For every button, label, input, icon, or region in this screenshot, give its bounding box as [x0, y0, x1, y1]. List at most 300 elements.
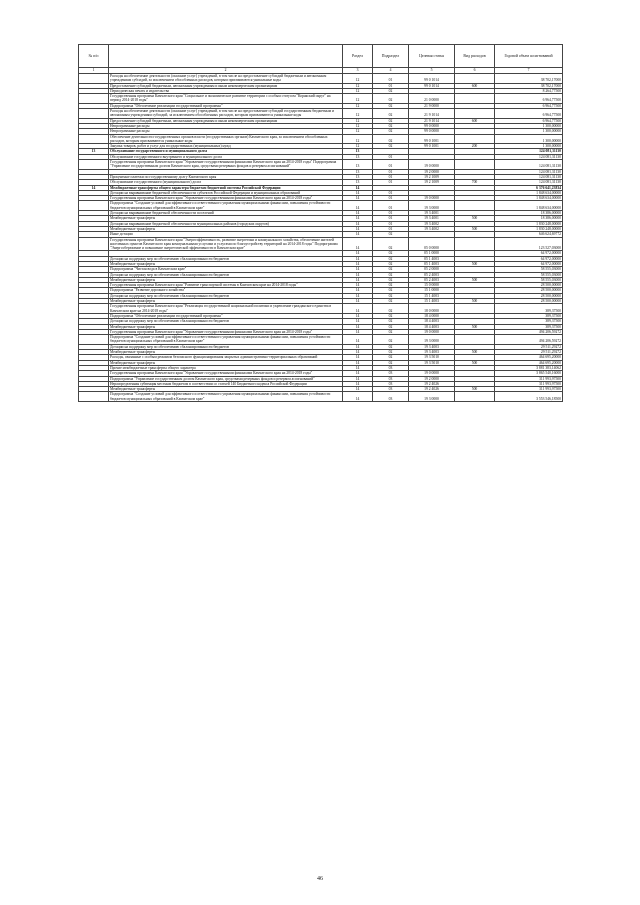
row-name: Межбюджетные трансферты — [109, 324, 343, 329]
row-subsection: 02 — [373, 329, 409, 334]
row-amount: 6 964,77500 — [495, 94, 563, 104]
row-target: 99 0 1014 — [409, 74, 455, 84]
row-amount: 124 081,31130 — [495, 160, 563, 170]
row-exptype: 500 — [455, 277, 495, 282]
row-subsection: 01 — [373, 174, 409, 179]
row-target: 15 0 0000 — [409, 283, 455, 288]
row-name: Дотации на поддержку мер по обеспечению сбалансированности бюджетов — [109, 293, 343, 298]
row-name: Межбюджетные трансферты — [109, 261, 343, 266]
row-amount: 6 376 641,23834 — [495, 185, 563, 190]
row-section: 13 — [343, 169, 373, 174]
row-amount: 3 881 383,14062 — [495, 365, 563, 370]
row-target: 19 0 0000 — [409, 371, 455, 376]
row-name: Непрограммные расходы — [109, 123, 343, 128]
column-number: 1 — [79, 68, 109, 74]
row-subsection: 01 — [373, 154, 409, 159]
row-name: Нераспределенная субвенция местным бюджетам в соответствии со статьей 140 Бюджетного кодекса Российской Федерации — [109, 381, 343, 386]
row-amount: 494 206,59272 — [495, 335, 563, 345]
row-section: 12 — [343, 103, 373, 108]
row-name: Непрограммные расходы — [109, 129, 343, 134]
row-section: 14 — [343, 221, 373, 226]
row-name: Дотации на поддержку мер по обеспечению сбалансированности бюджетов — [109, 319, 343, 324]
column-number: 7 — [495, 68, 563, 74]
row-name: Межбюджетные трансферты — [109, 277, 343, 282]
row-target: 05 2 4003 — [409, 277, 455, 282]
row-amount: 124 081,31130 — [495, 180, 563, 185]
row-subsection: 02 — [373, 355, 409, 360]
row-section: 12 — [343, 94, 373, 104]
table-row — [79, 74, 563, 84]
column-number: 3 — [343, 68, 373, 74]
row-exptype: 600 — [455, 118, 495, 123]
row-exptype: 500 — [455, 360, 495, 365]
row-subsection: 02 — [373, 313, 409, 318]
row-name: Расходы на обеспечение деятельности (оказание услуг) учреждений, в том числе на предоставление субсидий государственным бюджетным и автономным учреждениям субсидий, за исключением обособленных расходов, которым присваиваются уникальные коды — [109, 109, 343, 119]
row-amount: 1 300,00000 — [495, 144, 563, 149]
row-subsection: 03 — [373, 365, 409, 370]
row-number — [79, 94, 109, 104]
column-number: 4 — [373, 68, 409, 74]
row-number — [79, 74, 109, 84]
row-section: 13 — [343, 154, 373, 159]
row-name: Подпрограмма "Управление государственным долгом Камчатского края, средствами резервных фондов и резервом ассигнований" — [109, 376, 343, 381]
row-name: Межбюджетные трансферты — [109, 299, 343, 304]
row-exptype — [455, 237, 495, 251]
row-target: 19 0 0000 — [409, 329, 455, 334]
row-section: 12 — [343, 74, 373, 84]
column-number: 6 — [455, 68, 495, 74]
row-amount: 38 702,17000 — [495, 83, 563, 88]
table-row — [79, 109, 563, 119]
row-section: 14 — [343, 283, 373, 288]
row-amount: 1 300,00000 — [495, 123, 563, 128]
row-name: Закупка товаров, работ и услуг для государственных (муниципальных) нужд — [109, 144, 343, 149]
row-subsection: 02 — [373, 267, 409, 272]
row-name: Обслуживание государственного и муниципального долга — [109, 149, 343, 154]
row-target: 21 9 0000 — [409, 103, 455, 108]
row-subsection: 02 — [373, 299, 409, 304]
row-section: 14 — [343, 226, 373, 231]
row-amount: 1 848 634,00000 — [495, 196, 563, 201]
row-subsection: 01 — [373, 201, 409, 211]
row-number: 13 — [79, 149, 109, 154]
row-exptype — [455, 392, 495, 402]
row-number — [79, 109, 109, 119]
table-row — [79, 237, 563, 251]
row-section: 14 — [343, 355, 373, 360]
row-section: 14 — [343, 190, 373, 195]
table-row — [79, 392, 563, 402]
row-target: 19 0 0000 — [409, 196, 455, 201]
row-section: 14 — [343, 324, 373, 329]
row-subsection: 01 — [373, 196, 409, 201]
row-target: 21 0 0000 — [409, 94, 455, 104]
row-target: 19 3 5010 — [409, 360, 455, 365]
row-section: 14 — [343, 288, 373, 293]
row-target: 99 0 0000 — [409, 123, 455, 128]
row-exptype: 700 — [455, 180, 495, 185]
row-subsection: 02 — [373, 335, 409, 345]
row-name: Подпрограмма "Создание условий для эффективного и ответственного управления муниципальными финансами, повышения устойчивости бюджетов муниципальных образований в Камчатском крае" — [109, 392, 343, 402]
row-section: 14 — [343, 376, 373, 381]
row-name: Государственная программа Камчатского края "Реализация государственной национальной политики и укрепление гражданского единства в Камчатском крае на 2014-2018 годы" — [109, 304, 343, 314]
row-subsection: 01 — [373, 190, 409, 195]
row-amount: 464 695,20000 — [495, 355, 563, 360]
row-target: 19 3 4002 — [409, 221, 455, 226]
row-target: 19 3 4002 — [409, 226, 455, 231]
row-subsection: 01 — [373, 211, 409, 216]
row-subsection: 02 — [373, 109, 409, 119]
row-name: Подпрограмма "Создание условий для эффективного и ответственного управления муниципальными финансами, повышения устойчивости бюджетов муниципальных образований в Камчатском крае" — [109, 335, 343, 345]
row-amount: 18 386,00000 — [495, 211, 563, 216]
row-section: 14 — [343, 232, 373, 237]
row-section: 14 — [343, 392, 373, 402]
row-subsection: 01 — [373, 83, 409, 88]
row-name: Подпрограмма "Создание условий для эффективного и ответственного управления муниципальными финансами, повышения устойчивости бюджетов муниципальных образований в Камчатском крае" — [109, 201, 343, 211]
row-name: Расходы на обеспечение деятельности (оказание услуг) учреждений, в том числе на предоставление субсидий бюджетным и автономным учреждениям субсидий, за исключением обособленных расходов, которым присваиваются уникальные коды — [109, 74, 343, 84]
row-subsection: 02 — [373, 324, 409, 329]
row-subsection: 03 — [373, 376, 409, 381]
row-name: Предоставление субсидий бюджетным, автономным учреждениям и иным некоммерческим организациям — [109, 118, 343, 123]
row-amount: 389,37500 — [495, 313, 563, 318]
row-section: 14 — [343, 261, 373, 266]
row-target: 05 1 0000 — [409, 251, 455, 256]
row-section: 12 — [343, 134, 373, 144]
row-section: 12 — [343, 118, 373, 123]
row-amount: 64 972,00000 — [495, 256, 563, 261]
row-number — [79, 160, 109, 170]
header-subsection: Подраздел — [373, 45, 409, 68]
row-name: Периодическая печать и издательства — [109, 88, 343, 93]
row-target: 19 3 4001 — [409, 211, 455, 216]
row-amount: 8 264,77500 — [495, 88, 563, 93]
row-name: Межбюджетные трансферты — [109, 387, 343, 392]
row-amount: 1 300,00000 — [495, 129, 563, 134]
row-amount: 646 624,69772 — [495, 232, 563, 237]
row-target: 19 3 0000 — [409, 201, 455, 211]
row-subsection: 02 — [373, 283, 409, 288]
row-name: Обслуживание государственного внутреннего и муниципального долга — [109, 154, 343, 159]
row-target: 19 2 4026 — [409, 387, 455, 392]
row-section: 14 — [343, 196, 373, 201]
row-target: 99 0 0000 — [409, 129, 455, 134]
table-row — [79, 335, 563, 345]
row-name: Дотации на поддержку мер по обеспечению сбалансированности бюджетов — [109, 272, 343, 277]
row-name: Дотации на выравнивание бюджетной обеспеченности поселений — [109, 211, 343, 216]
row-amount: 1 848 634,00000 — [495, 190, 563, 195]
row-exptype — [455, 74, 495, 84]
row-target: 21 9 1014 — [409, 109, 455, 119]
row-name: Межбюджетные трансферты — [109, 360, 343, 365]
row-section: 14 — [343, 371, 373, 376]
row-subsection: 03 — [373, 387, 409, 392]
row-number — [79, 201, 109, 211]
row-target: 18 4 4003 — [409, 324, 455, 329]
row-exptype — [455, 201, 495, 211]
row-amount: 6 964,77500 — [495, 103, 563, 108]
row-target: 19 2 0000 — [409, 169, 455, 174]
row-name: Межбюджетные трансферты — [109, 216, 343, 221]
row-amount: 58 555,03000 — [495, 277, 563, 282]
row-section: 14 — [343, 272, 373, 277]
row-exptype — [455, 109, 495, 119]
row-section: 14 — [343, 335, 373, 345]
row-target: 19 3 5010 — [409, 355, 455, 360]
row-section: 14 — [343, 293, 373, 298]
row-exptype — [455, 335, 495, 345]
page-number: 46 — [317, 876, 323, 882]
row-amount: 311 993,97500 — [495, 381, 563, 386]
row-name: Государственная программа Камчатского края "Управление государственными финансами Камчатского края на 2014-2018 годы" — [109, 329, 343, 334]
row-amount: 3 865 540,16000 — [495, 371, 563, 376]
row-target: 18 4 0000 — [409, 313, 455, 318]
row-section: 14 — [343, 277, 373, 282]
header-target: Целевая статья — [409, 45, 455, 68]
table-body — [79, 74, 563, 402]
row-subsection: 01 — [373, 221, 409, 226]
row-subsection: 01 — [373, 216, 409, 221]
row-amount: 1 848 634,00000 — [495, 201, 563, 211]
row-target: 19 3 4003 — [409, 344, 455, 349]
row-subsection: 03 — [373, 381, 409, 386]
table-header — [79, 45, 563, 74]
row-section: 14 — [343, 365, 373, 370]
header-num: № п/п — [79, 45, 109, 68]
row-name: Иные дотации — [109, 232, 343, 237]
budget-document — [78, 44, 562, 402]
header-section: Раздел — [343, 45, 373, 68]
row-subsection: 02 — [373, 88, 409, 93]
row-name: Процентные платежи по государственному долгу Камчатского края — [109, 174, 343, 179]
row-section: 13 — [343, 174, 373, 179]
row-subsection: 01 — [373, 180, 409, 185]
row-subsection: 01 — [373, 160, 409, 170]
row-subsection: 02 — [373, 360, 409, 365]
row-target: 21 9 1014 — [409, 118, 455, 123]
row-name: Государственная программа Камчатского края "Управление государственными финансами Камчатского края на 2014-2018 годы" — [109, 196, 343, 201]
row-amount: 28 500,00000 — [495, 299, 563, 304]
row-target: 05 0 0000 — [409, 237, 455, 251]
row-section: 14 — [343, 251, 373, 256]
row-name: Подпрограмма "Развитие дорожного хозяйства" — [109, 288, 343, 293]
row-section: 12 — [343, 123, 373, 128]
row-amount: 18 386,00000 — [495, 216, 563, 221]
row-target: 15 1 4003 — [409, 299, 455, 304]
row-subsection: 02 — [373, 129, 409, 134]
row-amount: 1 300,00000 — [495, 134, 563, 144]
row-exptype — [455, 134, 495, 144]
row-target: 99 0 1014 — [409, 83, 455, 88]
row-amount: 64 972,00000 — [495, 261, 563, 266]
row-name: Подпрограмма "Обеспечение реализации государственной программы" — [109, 103, 343, 108]
row-section: 12 — [343, 109, 373, 119]
row-number — [79, 134, 109, 144]
row-name: Подпрограмма "Обеспечение реализации государственной программы" — [109, 313, 343, 318]
row-name: Государственная программа Камчатского края "Управление государственными финансами Камчатского края на 2014-2018 годы" Подпрограмма "Управление государственным долгом Камчатского края, средствами резервных фондов и резервом ассигнований" — [109, 160, 343, 170]
row-section: 14 — [343, 211, 373, 216]
row-subsection: 01 — [373, 226, 409, 231]
row-name: Государственная программа Камчатского края "Управление государственными финансами Камчатского края на 2014-2018 годы" — [109, 371, 343, 376]
row-subsection: 01 — [373, 74, 409, 84]
row-subsection: 02 — [373, 256, 409, 261]
row-exptype: 600 — [455, 83, 495, 88]
row-amount: 124 081,31130 — [495, 174, 563, 179]
row-target: 19 2 4026 — [409, 381, 455, 386]
table-row — [79, 134, 563, 144]
row-amount: 28 500,00000 — [495, 288, 563, 293]
row-subsection: 02 — [373, 319, 409, 324]
row-amount: 29 511,29272 — [495, 350, 563, 355]
row-section: 14 — [343, 360, 373, 365]
row-section: 14 — [343, 201, 373, 211]
row-subsection: 02 — [373, 293, 409, 298]
row-amount: 3 553 546,18500 — [495, 392, 563, 402]
row-section: 14 — [343, 299, 373, 304]
row-section: 14 — [343, 304, 373, 314]
row-target: 05 2 0000 — [409, 267, 455, 272]
row-amount: 311 993,97500 — [495, 387, 563, 392]
row-subsection: 02 — [373, 237, 409, 251]
row-subsection: 02 — [373, 350, 409, 355]
row-name: Дотации на выравнивание бюджетной обеспеченности муниципальных районов (городских округов) — [109, 221, 343, 226]
row-subsection: 02 — [373, 134, 409, 144]
row-subsection: 01 — [373, 169, 409, 174]
table-row — [79, 201, 563, 211]
row-name: Межбюджетные трансферты — [109, 350, 343, 355]
row-section: 14 — [343, 313, 373, 318]
row-target: 18 4 4003 — [409, 319, 455, 324]
row-name: Государственная программа Камчатского края "Развитие транспортной системы в Камчатском крае на 2014-2018 годы" — [109, 283, 343, 288]
table-row — [79, 160, 563, 170]
row-name: Межбюджетные трансферты — [109, 226, 343, 231]
row-amount: 58 555,03000 — [495, 267, 563, 272]
row-target: 19 2 1009 — [409, 174, 455, 179]
row-target: 05 2 4003 — [409, 272, 455, 277]
row-section: 14 — [343, 185, 373, 190]
row-exptype — [455, 160, 495, 170]
row-subsection: 02 — [373, 277, 409, 282]
row-section: 14 — [343, 216, 373, 221]
row-amount: 389,37500 — [495, 304, 563, 314]
row-name: Прочие межбюджетные трансферты общего характера — [109, 365, 343, 370]
row-subsection: 02 — [373, 272, 409, 277]
row-subsection: 03 — [373, 371, 409, 376]
row-target: 19 2 1009 — [409, 180, 455, 185]
row-section: 14 — [343, 319, 373, 324]
row-section: 13 — [343, 160, 373, 170]
row-exptype — [455, 304, 495, 314]
row-subsection: 02 — [373, 304, 409, 314]
row-name: Обслуживание государственного (муниципального) долга — [109, 180, 343, 185]
row-target: 15 1 4003 — [409, 293, 455, 298]
row-name: Дотации на поддержку мер по обеспечению сбалансированности бюджетов — [109, 344, 343, 349]
row-section: 14 — [343, 267, 373, 272]
row-section: 13 — [343, 180, 373, 185]
row-number — [79, 237, 109, 251]
row-amount: 38 702,17000 — [495, 74, 563, 84]
row-amount: 311 993,97500 — [495, 376, 563, 381]
row-number: 14 — [79, 185, 109, 190]
row-amount: 6 964,77500 — [495, 118, 563, 123]
row-amount: 1 830 248,00000 — [495, 221, 563, 226]
column-number: 2 — [109, 68, 343, 74]
table-row — [79, 94, 563, 104]
table-row — [79, 304, 563, 314]
row-section: 12 — [343, 83, 373, 88]
row-name: Государственная программа Камчатского края "Энергоэффективность, развитие энергетики и коммунального хозяйства, обеспечение жителей населенных пунктов Камчатского края коммунальными услугами и услугами по благоустройству территорий на 2014-2018 годы" Подпрограмма "Энергосбережение и повышение энергетической эффективности в Камчатском крае" — [109, 237, 343, 251]
row-subsection: 02 — [373, 232, 409, 237]
row-subsection: 02 — [373, 123, 409, 128]
row-target: 99 0 1001 — [409, 144, 455, 149]
row-subsection: 02 — [373, 251, 409, 256]
row-target: 18 0 0000 — [409, 304, 455, 314]
row-target: 19 0 0000 — [409, 160, 455, 170]
row-target: 19 3 0000 — [409, 335, 455, 345]
row-target: 19 2 0000 — [409, 376, 455, 381]
row-name: Подпрограмма "Чистая вода в Камчатском крае" — [109, 267, 343, 272]
row-amount: 389,37500 — [495, 319, 563, 324]
row-target: 19 3 4001 — [409, 216, 455, 221]
row-subsection: 02 — [373, 344, 409, 349]
row-amount: 124 081,31130 — [495, 154, 563, 159]
row-subsection: 02 — [373, 94, 409, 104]
row-target: 99 0 1001 — [409, 134, 455, 144]
row-target: 05 1 4003 — [409, 256, 455, 261]
row-amount: 28 500,00000 — [495, 293, 563, 298]
row-exptype: 500 — [455, 387, 495, 392]
row-amount: 464 695,20000 — [495, 360, 563, 365]
row-section: 13 — [343, 149, 373, 154]
row-section: 14 — [343, 381, 373, 386]
row-name: Дотации на выравнивание бюджетной обеспеченности субъектов Российской Федерации и муниципальных образований — [109, 190, 343, 195]
row-amount: 123 527,03000 — [495, 237, 563, 251]
row-amount: 494 206,59272 — [495, 329, 563, 334]
row-name: Обеспечение деятельности государственных органов власти (государственных органов) Камчатского края, за исключением обособленных расходов, которым присваиваются уникальные коды — [109, 134, 343, 144]
row-target: 19 3 0000 — [409, 392, 455, 402]
row-exptype: 500 — [455, 226, 495, 231]
header-name — [109, 45, 343, 68]
row-amount: 1 830 248,00000 — [495, 226, 563, 231]
row-amount: 58 555,03000 — [495, 272, 563, 277]
row-section: 14 — [343, 256, 373, 261]
row-section: 12 — [343, 144, 373, 149]
row-amount: 124 081,31130 — [495, 169, 563, 174]
row-exptype — [455, 94, 495, 104]
row-number — [79, 304, 109, 314]
row-section: 14 — [343, 350, 373, 355]
row-exptype: 500 — [455, 350, 495, 355]
row-target: 15 1 0000 — [409, 288, 455, 293]
header-amount: Годовой объем ассигнований — [495, 45, 563, 68]
row-name: Государственная программа Камчатского края "Социальное и экономическое развитие территории с особым статусом "Корякский округ" на период 2014-2018 годы" — [109, 94, 343, 104]
row-section: 12 — [343, 88, 373, 93]
row-subsection: 02 — [373, 261, 409, 266]
row-number — [79, 392, 109, 402]
row-target: 05 1 4003 — [409, 261, 455, 266]
row-name: Межбюджетные трансферты общего характера бюджетам бюджетной системы Российской Федерации — [109, 185, 343, 190]
row-exptype: 200 — [455, 144, 495, 149]
row-subsection: 02 — [373, 144, 409, 149]
row-name: Расходы, связанные с особым режимом безопасного функционирования закрытых административно-территориальных образований — [109, 355, 343, 360]
row-amount: 6 964,77500 — [495, 109, 563, 119]
row-subsection: 03 — [373, 392, 409, 402]
row-section: 14 — [343, 237, 373, 251]
row-section: 12 — [343, 129, 373, 134]
budget-table — [78, 44, 563, 402]
row-amount: 389,37500 — [495, 324, 563, 329]
row-exptype: 500 — [455, 324, 495, 329]
row-number — [79, 335, 109, 345]
